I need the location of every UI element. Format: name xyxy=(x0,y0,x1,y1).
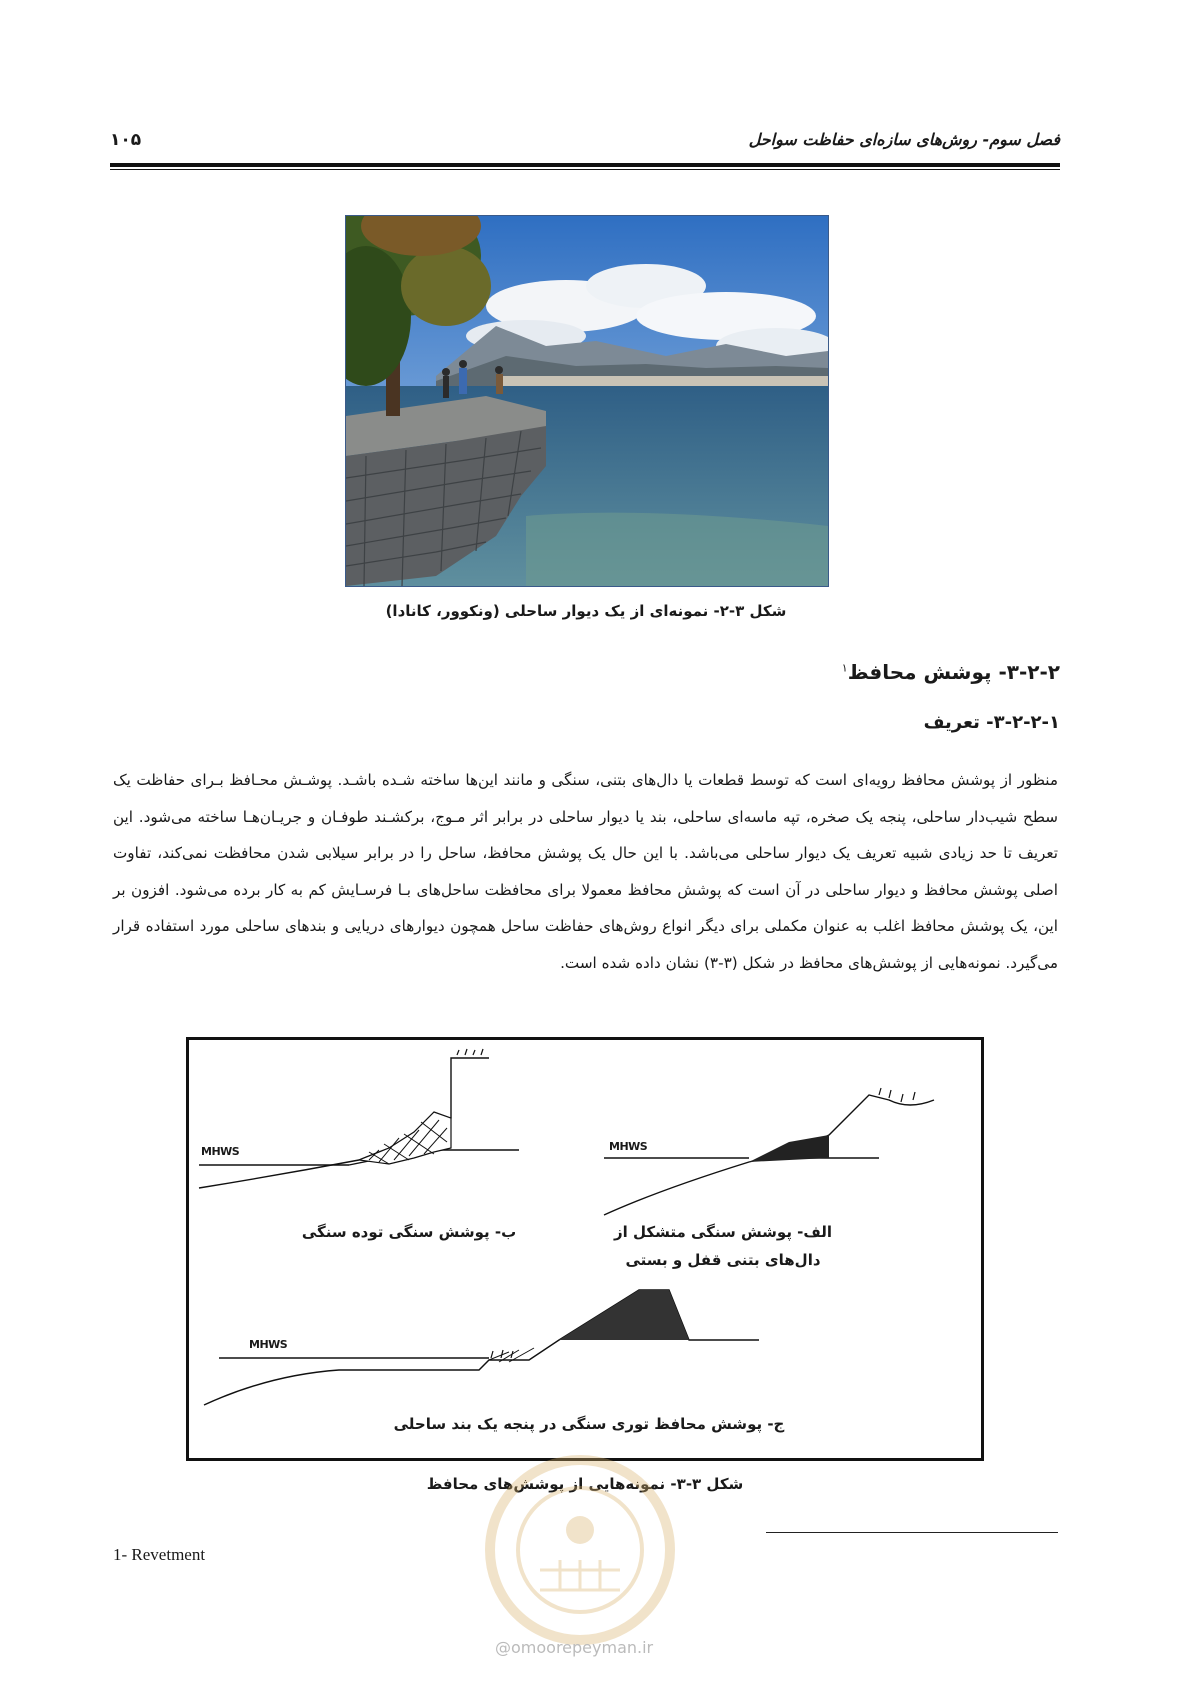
seawall-photo xyxy=(345,215,829,587)
section-heading xyxy=(842,660,1060,684)
revetment-diagram xyxy=(186,1037,984,1461)
figure-3-2-caption: شکل ۳-۲- نمونه‌ای از یک دیوار ساحلی (ونکوور، کانادا) xyxy=(385,602,787,620)
footnote: 1- Revetment xyxy=(113,1545,206,1564)
watermark-text: @omoorepeyman.ir xyxy=(495,1638,654,1657)
mhws-label-a: MHWS xyxy=(609,1140,648,1153)
section-heading-text: ۳-۲-۲- پوشش محافظ xyxy=(847,660,1060,684)
header-rule xyxy=(110,163,1060,170)
page-header xyxy=(110,128,1060,168)
page-number: ۱۰۵ xyxy=(110,130,142,150)
label-c: ج- پوشش محافظ توری سنگی در پنجه یک بند ساحلی xyxy=(393,1415,785,1433)
label-a: الف- پوشش سنگی متشکل از دال‌های بتنی قفل و بستی xyxy=(613,1223,833,1269)
footnote-mark: ۱ xyxy=(841,661,848,675)
watermark-logo-icon xyxy=(480,1450,680,1650)
chapter-title: فصل سوم- روش‌های سازه‌ای حفاظت سواحل xyxy=(748,130,1060,149)
revetment-diagram-drawing xyxy=(189,1040,981,1458)
figure-3-3-caption: شکل ۳-۳- نمونه‌هایی از پوشش‌های محافظ xyxy=(426,1475,744,1493)
mhws-label-b: MHWS xyxy=(201,1145,240,1158)
footnote-rule xyxy=(766,1532,1058,1533)
subsection-heading: ۳-۲-۲-۱- تعریف xyxy=(923,712,1060,733)
body-paragraph: منظور از پوشش محافظ رویه‌ای است که توسط قطعات یا دال‌های بتنی، سنگی و مانند این‌ها ساخته شـده باشـد. پوشـش محـافظ بـرای حفاظت یک سطح شیب‌دار ساحلی، پنجه یک صخره، تپه ماسه‌ای ساحلی، بند یا دیوار ساحلی در برابر اثر مـوج، برکشـند طوفـان و جریـان‌هـا ساخته می‌شود. این تعریف تا حد زیادی شبیه تعریف یک دیوار ساحلی می‌باشد. با این حال یک پوشش محافظ، ساحل را در برابر سیلابی شدن محافظت نمی‌کند، تفاوت اصلی پوشش محافظ و دیوار ساحلی در آن است که پوشش محافظ معمولا برای محافظت ساحل‌های بـا فرسـایش کم به کار برده می‌شود. افزون بر این، یک پوشش محافظ اغلب به عنوان مکملی برای دیگر انواع روش‌های حفاظت ساحل همچون دیوارهای دریایی و بندهای ساحلی مورد استفاده قرار می‌گیرد. نمونه‌هایی از پوشش‌های محافظ در شکل (۳-۳) نشان داده شده است. xyxy=(113,771,1058,972)
mhws-label-c: MHWS xyxy=(249,1338,288,1351)
label-b: ب- پوشش سنگی توده سنگی xyxy=(301,1223,517,1241)
